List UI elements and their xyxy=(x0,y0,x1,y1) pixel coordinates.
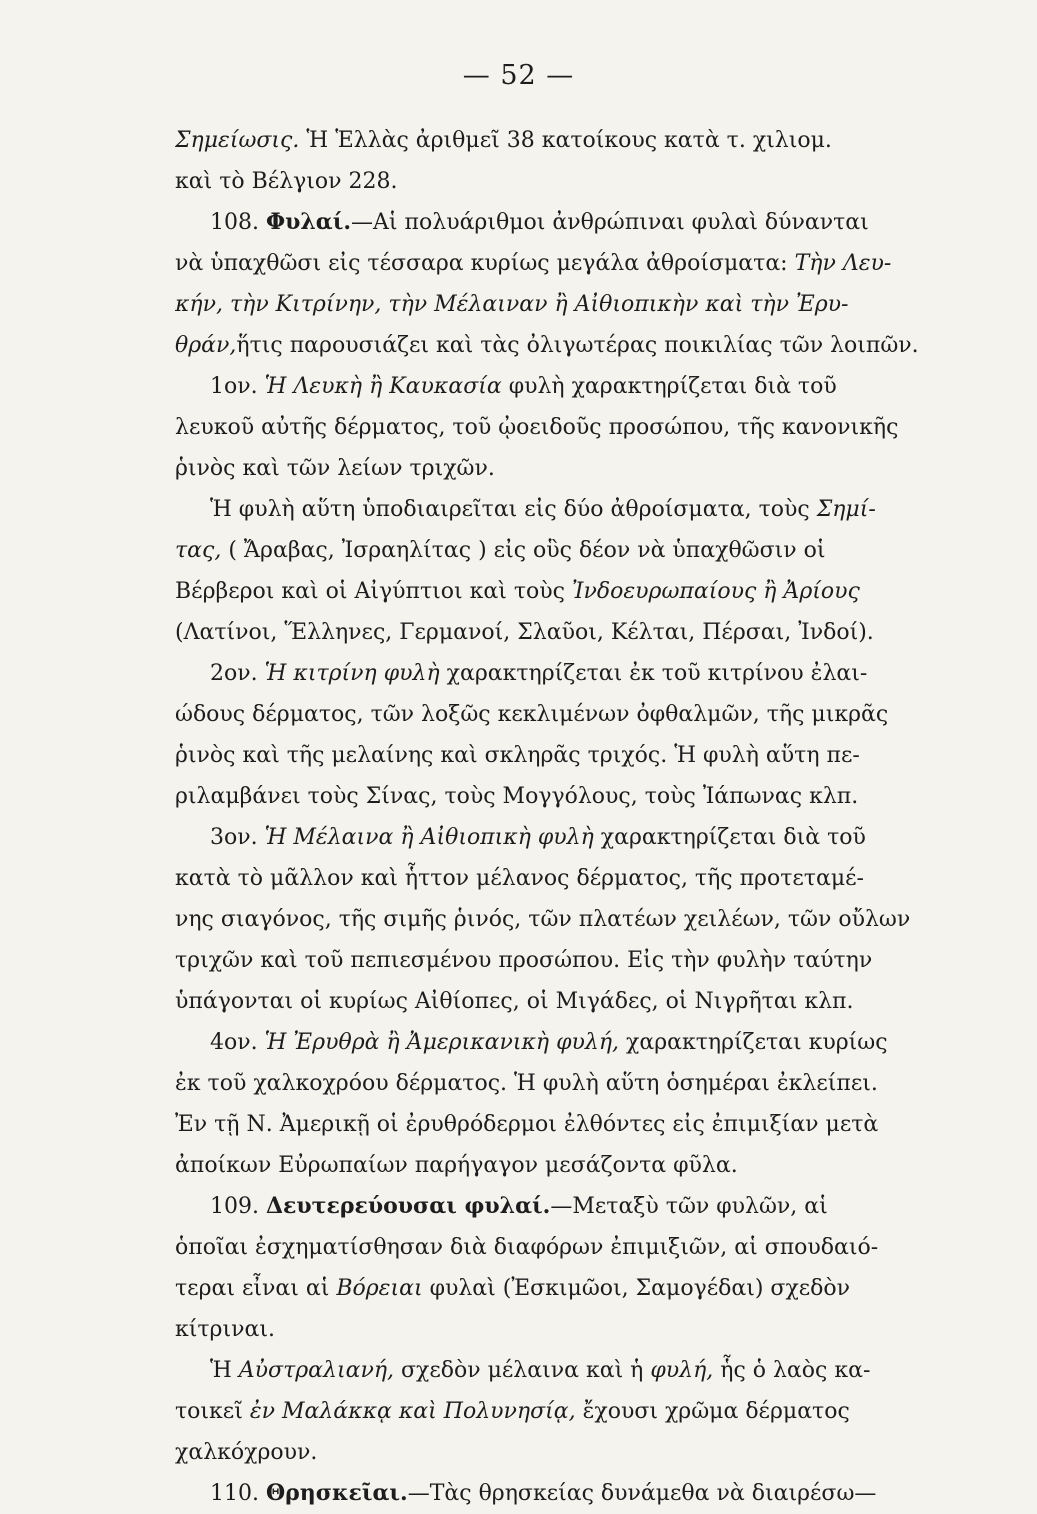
text-run: ῥινὸς καὶ τῶν λείων τριχῶν. xyxy=(175,456,495,481)
text-run: Φυλαί. xyxy=(265,209,352,235)
text-run: κήν, τὴν Κιτρίνην, τὴν Μέλαιναν ἢ Αἰθιοπικὴν καὶ τὴν Ἐρυ- xyxy=(175,292,849,317)
text-run: σχεδὸν μέλαινα καὶ ἡ xyxy=(394,1358,651,1383)
text-line xyxy=(175,1350,950,1391)
text-run: χαρακτηρίζεται διὰ τοῦ xyxy=(593,825,866,850)
text-run: χαλκόχρουν. xyxy=(175,1440,318,1465)
text-run: —Αἱ πολυάριθμοι ἀνθρώπιναι φυλαὶ δύνανται xyxy=(351,210,869,235)
text-line xyxy=(175,899,950,940)
text-line xyxy=(175,1063,950,1104)
text-run: νης σιαγόνος, τῆς σιμῆς ῥινός, τῶν πλατέων χειλέων, τῶν οὔλων xyxy=(175,907,911,932)
text-run: Ἡ φυλὴ αὕτη ὑποδιαιρεῖται εἰς δύο ἀθροίσματα, τοὺς xyxy=(175,497,817,522)
text-run: Ἡ xyxy=(175,1358,239,1383)
text-line xyxy=(175,1145,950,1186)
text-run: 2ον. xyxy=(175,661,265,686)
text-run: θράν, xyxy=(175,333,237,358)
text-line xyxy=(175,1268,950,1309)
text-line xyxy=(175,571,950,612)
text-run: Ἡ κιτρίνη φυλὴ xyxy=(264,661,440,686)
text-line xyxy=(175,1473,950,1514)
text-run: Σημείωσις. xyxy=(175,128,300,153)
text-run: ριλαμβάνει τοὺς Σίνας, τοὺς Μογγόλους, τοὺς Ἰάπωνας κλπ. xyxy=(175,784,859,809)
text-run: Αὐστραλιανή, xyxy=(238,1358,395,1383)
text-run: Δευτερεύουσαι φυλαί. xyxy=(265,1193,551,1219)
text-run: ὁποῖαι ἐσχηματίσθησαν διὰ διαφόρων ἐπιμιξιῶν, αἱ σπουδαιό- xyxy=(175,1235,879,1260)
text-line xyxy=(175,120,950,161)
text-line xyxy=(175,694,950,735)
text-run: (Λατίνοι, Ἕλληνες, Γερμανοί, Σλαῦοι, Κέλται, Πέρσαι, Ἰνδοί). xyxy=(175,620,874,645)
text-line xyxy=(175,202,950,243)
text-line xyxy=(175,407,950,448)
text-line xyxy=(175,1104,950,1145)
text-run: 110. xyxy=(175,1481,266,1506)
text-line xyxy=(175,735,950,776)
text-run: ( Ἄραβας, Ἰσραηλίτας ) εἰς οὓς δέον νὰ ὑπαχθῶσιν οἱ xyxy=(221,538,826,563)
text-run: 4ον. xyxy=(175,1030,265,1055)
text-run: ἥτις παρουσιάζει καὶ τὰς ὀλιγωτέρας ποικιλίας τῶν λοιπῶν. xyxy=(236,333,919,358)
text-run: Σημί- xyxy=(816,497,876,522)
text-run: φυλὴ χαρακτηρίζεται διὰ τοῦ xyxy=(501,374,837,399)
text-run: Ἡ Μέλαινα ἢ Αἰθιοπικὴ φυλὴ xyxy=(264,825,594,850)
text-line xyxy=(175,284,950,325)
text-line xyxy=(175,325,950,366)
text-line xyxy=(175,1432,950,1473)
text-run: τοικεῖ xyxy=(175,1399,250,1424)
text-line xyxy=(175,1186,950,1227)
text-run: τεραι εἶναι αἱ xyxy=(175,1276,337,1301)
text-run: ὑπάγονται οἱ κυρίως Αἰθίοπες, οἱ Μιγάδες, οἱ Νιγρῆται κλπ. xyxy=(175,989,854,1014)
text-run: ώδους δέρματος, τῶν λοξῶς κεκλιμένων ὀφθαλμῶν, τῆς μικρᾶς xyxy=(175,702,889,727)
text-run: ἐκ τοῦ χαλκοχρόου δέρματος. Ἡ φυλὴ αὕτη ὁσημέραι ἐκλείπει. xyxy=(175,1071,878,1096)
text-line xyxy=(175,776,950,817)
text-line xyxy=(175,858,950,899)
text-run: κατὰ τὸ μᾶλλον καὶ ἧττον μέλανος δέρματος, τῆς προτεταμέ- xyxy=(175,866,864,891)
text-line xyxy=(175,612,950,653)
text-run: λευκοῦ αὐτῆς δέρματος, τοῦ ᾠοειδοῦς προσώπου, τῆς κανονικῆς xyxy=(175,415,899,440)
text-run: καὶ τὸ Βέλγιον 228. xyxy=(175,169,398,194)
body-text xyxy=(175,120,950,1514)
text-run: τας, xyxy=(175,538,222,563)
text-run: ῥινὸς καὶ τῆς μελαίνης καὶ σκληρᾶς τριχός. Ἡ φυλὴ αὕτη πε- xyxy=(175,743,860,768)
text-run: —Τὰς θρησκείας δυνάμεθα νὰ διαιρέσω— xyxy=(407,1481,877,1506)
text-line xyxy=(175,1227,950,1268)
text-line xyxy=(175,489,950,530)
text-line xyxy=(175,1391,950,1432)
text-run: Ἐν τῇ Ν. Ἀμερικῇ οἱ ἐρυθρόδερμοι ἐλθόντες εἰς ἐπιμιξίαν μετὰ xyxy=(175,1112,879,1137)
text-line xyxy=(175,981,950,1022)
page-number: — 52 — xyxy=(462,60,575,91)
text-line xyxy=(175,161,950,202)
text-run: 1ον. xyxy=(175,374,265,399)
text-run: Τὴν Λευ- xyxy=(794,251,892,276)
text-run: χαρακτηρίζεται ἐκ τοῦ κιτρίνου ἐλαι- xyxy=(439,661,868,686)
text-run: Ἰνδοευρωπαίους ἢ Ἀρίους xyxy=(572,579,860,604)
text-run: 3ον. xyxy=(175,825,265,850)
text-run: ἀποίκων Εὐρωπαίων παρήγαγον μεσάζοντα φῦλα. xyxy=(175,1153,738,1178)
text-run: ἔχουσι χρῶμα δέρματος xyxy=(575,1399,850,1424)
text-line xyxy=(175,1309,950,1350)
text-run: χαρακτηρίζεται κυρίως xyxy=(619,1030,888,1055)
text-run: Θρησκεῖαι. xyxy=(265,1480,408,1506)
text-run: 108. xyxy=(175,210,266,235)
text-line xyxy=(175,940,950,981)
text-line xyxy=(175,530,950,571)
text-run: φυλή, xyxy=(650,1358,714,1383)
text-run: Ἡ Λευκὴ ἢ Καυκασία xyxy=(264,374,502,399)
text-line xyxy=(175,653,950,694)
text-line xyxy=(175,817,950,858)
text-run: Βόρειαι xyxy=(336,1276,423,1301)
text-run: κίτριναι. xyxy=(175,1317,275,1342)
text-run: ἧς ὁ λαὸς κα- xyxy=(713,1358,871,1383)
text-run: τριχῶν καὶ τοῦ πεπιεσμένου προσώπου. Εἰς τὴν φυλὴν ταύτην xyxy=(175,948,873,973)
text-run: Ἡ Ἑλλὰς ἀριθμεῖ 38 κατοίκους κατὰ τ. χιλιομ. xyxy=(299,128,832,153)
text-run: φυλαὶ (Ἐσκιμῶοι, Σαμογέδαι) σχεδὸν xyxy=(422,1276,851,1301)
text-line xyxy=(175,366,950,407)
text-run: Βέρβεροι καὶ οἱ Αἰγύπτιοι καὶ τοὺς xyxy=(175,579,572,604)
text-line xyxy=(175,448,950,489)
text-run: νὰ ὑπαχθῶσι εἰς τέσσαρα κυρίως μεγάλα ἀθροίσματα: xyxy=(175,251,795,276)
text-line xyxy=(175,1022,950,1063)
text-run: —Μεταξὺ τῶν φυλῶν, αἱ xyxy=(550,1194,828,1219)
text-run: ἐν Μαλάκκᾳ καὶ Πολυνησίᾳ, xyxy=(249,1399,576,1424)
text-run: 109. xyxy=(175,1194,266,1219)
text-line xyxy=(175,243,950,284)
text-run: Ἡ Ἐρυθρὰ ἢ Ἀμερικανικὴ φυλή, xyxy=(264,1030,620,1055)
